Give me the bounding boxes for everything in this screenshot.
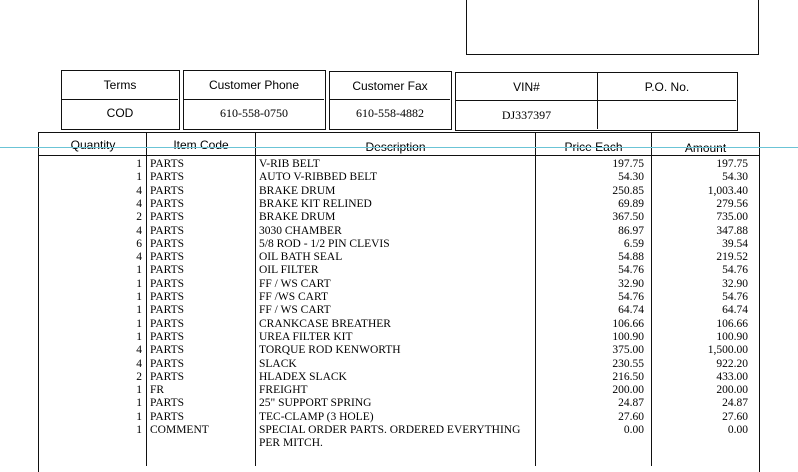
item-code-cell: PARTS <box>150 357 185 370</box>
item-code-cell: FR <box>150 384 165 397</box>
vin-po-box <box>455 72 738 131</box>
terms-value: COD <box>106 106 134 120</box>
price-each-cell: 6.59 <box>623 237 644 250</box>
table-row <box>0 331 760 344</box>
item-code-cell: PARTS <box>150 317 185 330</box>
description-cell: PER MITCH. <box>259 437 323 450</box>
table-row <box>0 211 760 224</box>
table-row <box>0 411 760 424</box>
description-cell: SLACK <box>259 357 297 370</box>
amount-cell: 100.90 <box>716 330 748 343</box>
vin-label: VIN# <box>513 80 540 94</box>
description-cell: BRAKE DRUM <box>259 184 336 197</box>
table-row <box>0 185 760 198</box>
amount-cell: 54.30 <box>722 171 748 184</box>
amount-cell: 433.00 <box>716 370 748 383</box>
amount-cell: 54.76 <box>722 264 748 277</box>
amount-cell: 197.75 <box>716 158 748 170</box>
quantity-cell: 1 <box>136 397 142 410</box>
amount-cell: 1,003.40 <box>707 184 748 197</box>
customer-phone-label: Customer Phone <box>208 78 300 92</box>
description-cell: FF / WS CART <box>259 304 331 317</box>
price-each-cell: 216.50 <box>612 370 644 383</box>
table-row <box>0 424 760 437</box>
terms-label: Terms <box>103 78 137 92</box>
description-cell: HLADEX SLACK <box>259 370 347 383</box>
col-header-item-code: Item Code <box>173 138 229 152</box>
price-each-cell: 32.90 <box>618 277 644 290</box>
table-row <box>0 278 760 291</box>
table-row <box>0 358 760 371</box>
table-row <box>0 225 760 238</box>
po-label: P.O. No. <box>644 80 690 94</box>
item-code-cell: PARTS <box>150 410 185 423</box>
price-each-cell: 100.90 <box>612 330 644 343</box>
quantity-cell: 1 <box>136 264 142 277</box>
col-header-quantity: Quantity <box>70 138 116 152</box>
description-cell: OIL BATH SEAL <box>259 251 343 264</box>
table-row <box>0 158 760 171</box>
quantity-cell: 4 <box>136 184 142 197</box>
price-each-cell: 27.60 <box>618 410 644 423</box>
quantity-cell: 4 <box>136 224 142 237</box>
quantity-cell: 6 <box>136 237 142 250</box>
customer-fax-value: 610-558-4882 <box>356 106 424 120</box>
price-each-cell: 250.85 <box>612 184 644 197</box>
price-each-cell: 54.76 <box>618 264 644 277</box>
amount-cell: 347.88 <box>716 224 748 237</box>
description-cell: 3030 CHAMBER <box>259 224 342 237</box>
price-each-cell: 69.89 <box>618 197 644 210</box>
description-cell: OIL FILTER <box>259 264 319 277</box>
item-code-cell: PARTS <box>150 197 185 210</box>
quantity-cell: 2 <box>136 211 142 224</box>
quantity-cell: 1 <box>136 304 142 317</box>
item-code-cell: PARTS <box>150 184 185 197</box>
amount-cell: 200.00 <box>716 384 748 397</box>
description-cell: BRAKE KIT RELINED <box>259 197 372 210</box>
table-row <box>0 397 760 410</box>
description-cell: TEC-CLAMP (3 HOLE) <box>259 410 374 423</box>
item-code-cell: PARTS <box>150 264 185 277</box>
scan-guide-line <box>0 147 798 148</box>
quantity-cell: 1 <box>136 291 142 303</box>
amount-cell: 39.54 <box>722 237 748 250</box>
item-code-cell: PARTS <box>150 277 185 290</box>
description-cell: V-RIB BELT <box>259 158 320 170</box>
table-row-continuation <box>0 437 760 450</box>
quantity-cell: 1 <box>136 384 142 397</box>
customer-fax-box <box>329 71 452 130</box>
description-cell: FF /WS CART <box>259 291 328 303</box>
price-each-cell: 375.00 <box>612 344 644 357</box>
table-row <box>0 344 760 357</box>
description-cell: 5/8 ROD - 1/2 PIN CLEVIS <box>259 237 390 250</box>
amount-cell: 27.60 <box>722 410 748 423</box>
table-row <box>0 318 760 331</box>
item-code-cell: PARTS <box>150 224 185 237</box>
item-code-cell: PARTS <box>150 251 185 264</box>
item-code-cell: PARTS <box>150 291 185 303</box>
item-code-cell: COMMENT <box>150 424 209 436</box>
price-each-cell: 200.00 <box>612 384 644 397</box>
price-each-cell: 230.55 <box>612 357 644 370</box>
amount-cell: 219.52 <box>716 251 748 264</box>
description-cell: TORQUE ROD KENWORTH <box>259 344 401 357</box>
amount-cell: 735.00 <box>716 211 748 224</box>
description-cell: UREA FILTER KIT <box>259 330 353 343</box>
price-each-cell: 54.88 <box>618 251 644 264</box>
price-each-cell: 54.30 <box>618 171 644 184</box>
description-cell: FF / WS CART <box>259 277 331 290</box>
amount-cell: 922.20 <box>716 357 748 370</box>
customer-phone-box <box>183 70 326 130</box>
amount-cell: 106.66 <box>716 317 748 330</box>
item-code-cell: PARTS <box>150 370 185 383</box>
col-header-price-each: Price Each <box>564 140 623 154</box>
vin-value: DJ337397 <box>501 108 552 122</box>
item-code-cell: PARTS <box>150 171 185 184</box>
amount-cell: 1,500.00 <box>707 344 748 357</box>
quantity-cell: 1 <box>136 171 142 184</box>
item-code-cell: PARTS <box>150 304 185 317</box>
item-code-cell: PARTS <box>150 330 185 343</box>
description-cell: BRAKE DRUM <box>259 211 336 224</box>
price-each-cell: 64.74 <box>618 304 644 317</box>
amount-cell: 0.00 <box>727 424 748 436</box>
address-box <box>466 0 759 55</box>
table-row <box>0 371 760 384</box>
amount-cell: 32.90 <box>722 277 748 290</box>
price-each-cell: 24.87 <box>618 397 644 410</box>
description-cell: CRANKCASE BREATHER <box>259 317 391 330</box>
quantity-cell: 1 <box>136 410 142 423</box>
quantity-cell: 4 <box>136 344 142 357</box>
quantity-cell: 1 <box>136 424 142 436</box>
amount-cell: 64.74 <box>722 304 748 317</box>
col-header-description: Description <box>365 140 426 154</box>
price-each-cell: 86.97 <box>618 224 644 237</box>
description-cell: 25" SUPPORT SPRING <box>259 397 372 410</box>
item-code-cell: PARTS <box>150 211 185 224</box>
amount-cell: 279.56 <box>716 197 748 210</box>
customer-fax-label: Customer Fax <box>352 79 428 93</box>
price-each-cell: 54.76 <box>618 291 644 303</box>
table-row <box>0 171 760 184</box>
item-code-cell: PARTS <box>150 158 185 170</box>
quantity-cell: 4 <box>136 357 142 370</box>
table-row <box>0 238 760 251</box>
item-code-cell: PARTS <box>150 237 185 250</box>
quantity-cell: 2 <box>136 370 142 383</box>
description-cell: FREIGHT <box>259 384 308 397</box>
quantity-cell: 1 <box>136 277 142 290</box>
table-row <box>0 251 760 264</box>
description-cell: AUTO V-RIBBED BELT <box>259 171 378 184</box>
col-header-amount: Amount <box>684 141 727 155</box>
price-each-cell: 197.75 <box>612 158 644 170</box>
price-each-cell: 367.50 <box>612 211 644 224</box>
amount-cell: 24.87 <box>722 397 748 410</box>
table-row <box>0 264 760 277</box>
table-row <box>0 384 760 397</box>
price-each-cell: 106.66 <box>612 317 644 330</box>
quantity-cell: 1 <box>136 158 142 170</box>
item-code-cell: PARTS <box>150 397 185 410</box>
customer-phone-value: 610-558-0750 <box>220 106 288 120</box>
table-row <box>0 291 760 304</box>
description-cell: SPECIAL ORDER PARTS. ORDERED EVERYTHING <box>259 424 521 436</box>
item-code-cell: PARTS <box>150 344 185 357</box>
quantity-cell: 4 <box>136 251 142 264</box>
terms-box <box>61 70 180 130</box>
price-each-cell: 0.00 <box>623 424 644 436</box>
table-row <box>0 198 760 211</box>
quantity-cell: 1 <box>136 317 142 330</box>
quantity-cell: 1 <box>136 330 142 343</box>
table-row <box>0 304 760 317</box>
quantity-cell: 4 <box>136 197 142 210</box>
amount-cell: 54.76 <box>722 291 748 303</box>
